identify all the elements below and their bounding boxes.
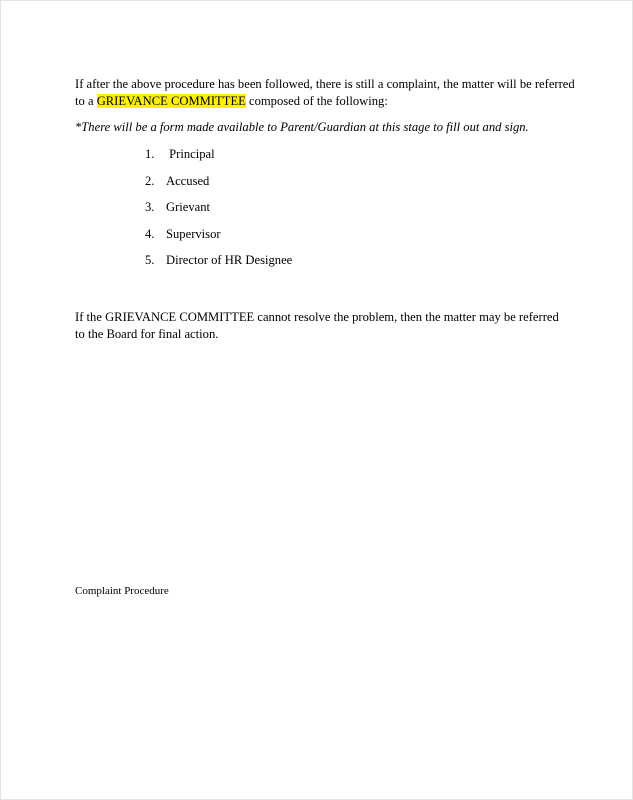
list-item-number: 5. — [145, 253, 155, 268]
list-item-number: 3. — [145, 200, 155, 215]
list-item — [145, 252, 292, 279]
list-item-number: 4. — [145, 226, 155, 241]
board-referral-paragraph: If the GRIEVANCE COMMITTEE cannot resolve the problem, then the matter may be referred to the Board for final action. — [75, 310, 559, 341]
list-item-label: Principal — [166, 147, 215, 161]
grievance-committee-highlight: GRIEVANCE COMMITTEE — [96, 94, 246, 108]
committee-member-list — [145, 146, 292, 279]
list-item-label: Supervisor — [166, 226, 221, 241]
intro-paragraph — [75, 76, 575, 110]
list-item-label: Accused — [166, 173, 210, 188]
list-item — [145, 199, 292, 226]
list-item-label: Director of HR Designee — [166, 253, 293, 268]
list-item-number: 1. — [145, 147, 155, 161]
list-item — [145, 226, 292, 253]
intro-text: If after the above procedure has been followed, there is still a complaint, the matter will be referred to a — [75, 77, 575, 108]
form-note: *There will be a form made available to Parent/Guardian at this stage to fill out and sign. — [75, 120, 529, 134]
list-item-label: Grievant — [166, 200, 211, 215]
list-item-number: 2. — [145, 173, 155, 188]
page-footer: Complaint Procedure — [75, 585, 169, 597]
intro-text-end: composed of the following: — [245, 94, 388, 108]
list-item — [145, 173, 292, 200]
list-item — [145, 146, 292, 173]
